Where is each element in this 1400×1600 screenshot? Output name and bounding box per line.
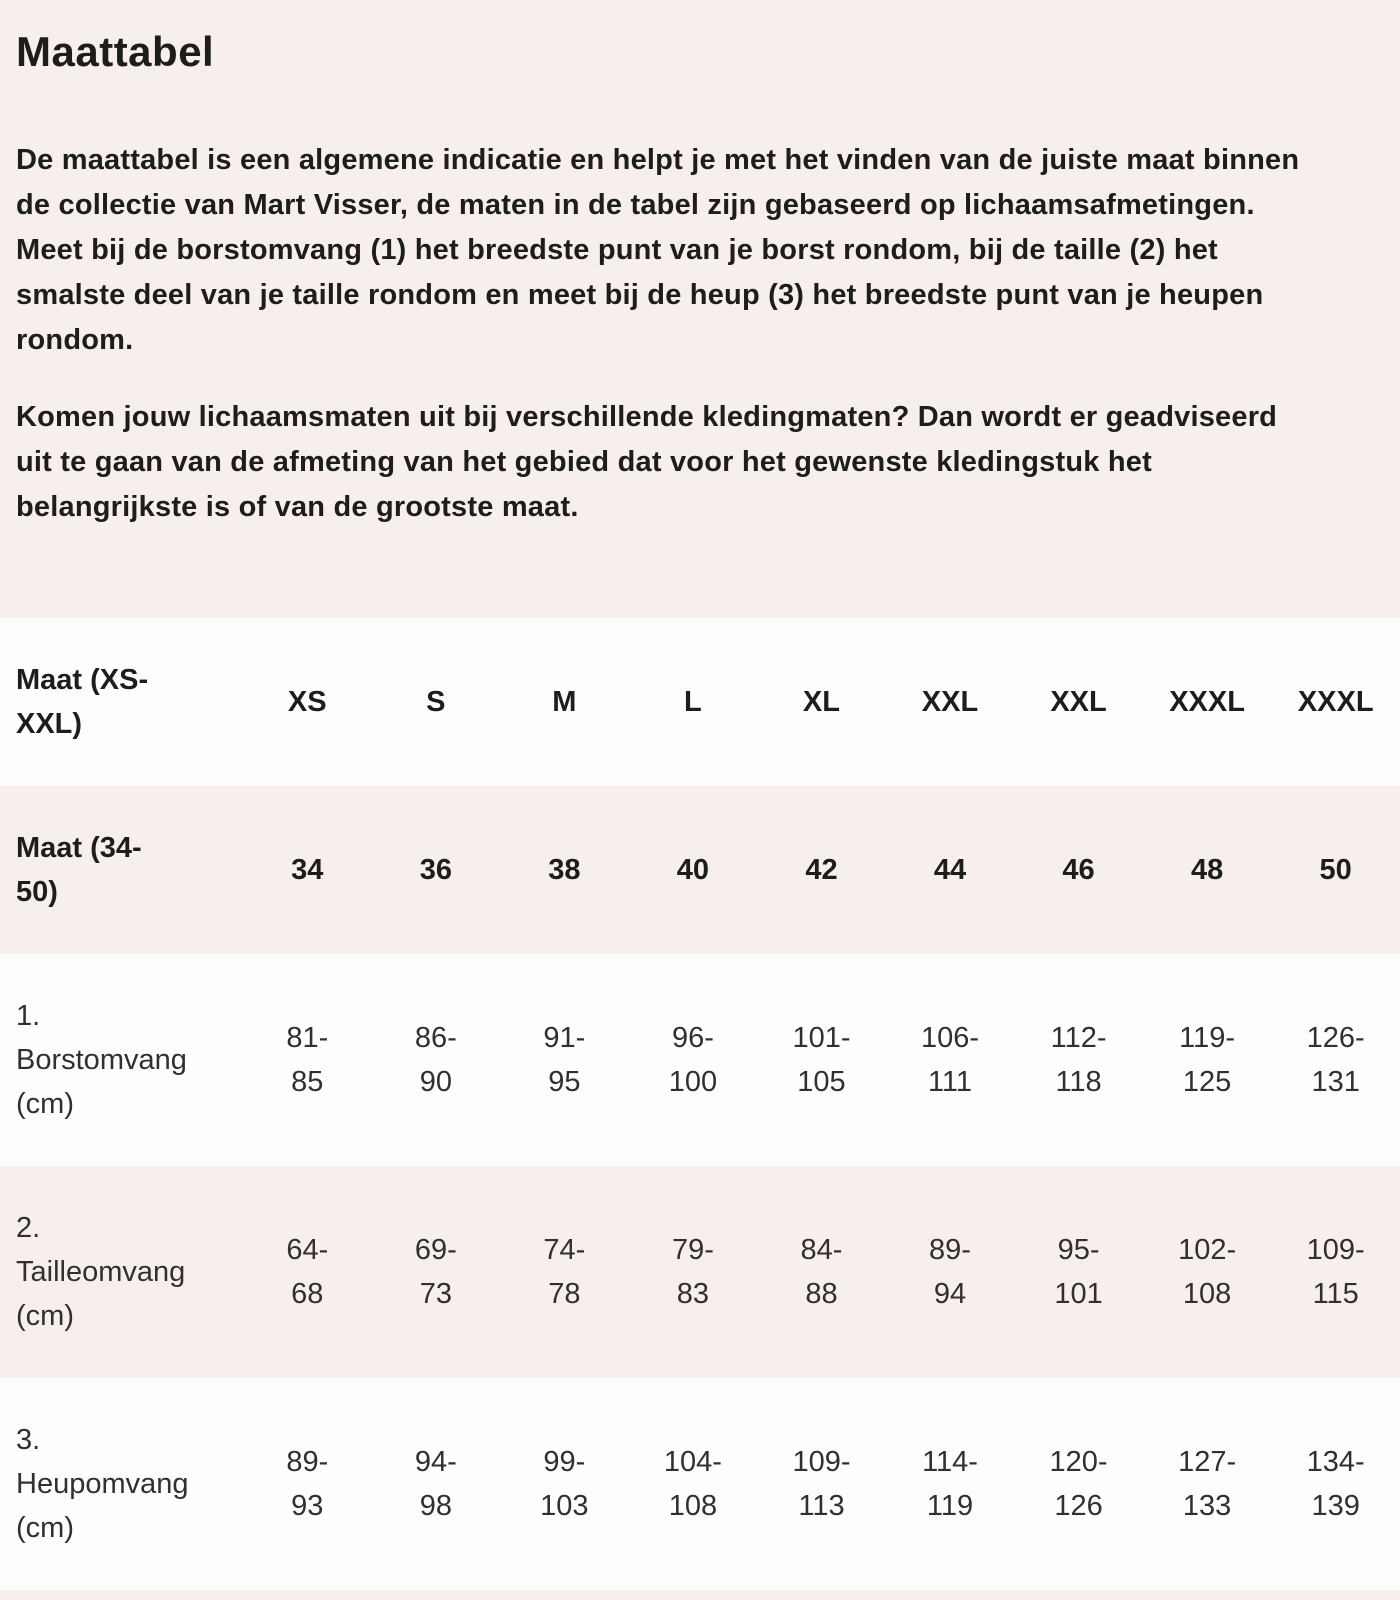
table-row — [0, 954, 1400, 1166]
measurement-cell: 94- 98 — [414, 1446, 457, 1522]
row-label: 3. Heupomvang (cm) — [16, 1424, 189, 1544]
measurement-cell: 109- 115 — [1306, 1234, 1365, 1310]
measurement-cell: 64- 68 — [286, 1234, 329, 1310]
table-row — [0, 1166, 1400, 1378]
measurement-cell: 101- 105 — [792, 1022, 851, 1098]
measurement-cell: 99- 103 — [540, 1446, 589, 1522]
measurement-cell: 89- 94 — [929, 1234, 971, 1310]
row-label: Maat (XS- XXL) — [16, 664, 149, 740]
measurement-cell: 126- 131 — [1306, 1022, 1365, 1098]
measurement-cell: 127- 133 — [1178, 1446, 1237, 1522]
size-header-cell: XXXL — [1297, 686, 1374, 718]
size-table — [0, 618, 1400, 1590]
measurement-cell: 69- 73 — [414, 1234, 457, 1310]
size-header-cell: S — [426, 686, 446, 718]
measurement-cell: 79- 83 — [671, 1234, 714, 1310]
intro-paragraph: De maattabel is een algemene indicatie en helpt je met het vinden van de juiste maat binnen de collectie van Mart Visser, de maten in de tabel zijn gebaseerd op lichaamsafmetingen. Meet bij de borstomvang (1) het breedste punt van je borst rondom, bij de taille (2) het smalste deel van je taille rondom en meet bij de heup (3) het breedste punt van je heupen rondom. — [16, 144, 1300, 356]
table-row — [0, 1378, 1400, 1590]
size-header-cell: 36 — [419, 854, 452, 886]
size-header-cell: 38 — [548, 854, 581, 886]
table-row — [0, 618, 1400, 786]
measurement-cell: 114- 119 — [922, 1446, 978, 1522]
row-label: 1. Borstomvang (cm) — [16, 1000, 187, 1120]
measurement-cell: 106- 111 — [920, 1022, 980, 1098]
size-header-cell: XXL — [1050, 686, 1107, 718]
size-header-cell: 44 — [933, 854, 967, 886]
size-header-cell: XXL — [921, 686, 979, 718]
measurement-cell: 89- 93 — [286, 1446, 329, 1522]
size-header-cell: 46 — [1062, 854, 1095, 886]
size-header-cell: XXXL — [1169, 686, 1245, 718]
measurement-cell: 104- 108 — [663, 1446, 722, 1522]
measurement-cell: 91- 95 — [543, 1022, 586, 1098]
measurement-cell: 81- 85 — [286, 1022, 329, 1098]
measurement-cell: 112- 118 — [1050, 1022, 1107, 1098]
advice-paragraph: Komen jouw lichaamsmaten uit bij verschillende kledingmaten? Dan wordt er geadviseerd uit te gaan van de afmeting van het gebied dat voor het gewenste kledingstuk het belangrijkste is of van de grootste maat. — [16, 401, 1278, 523]
size-header-cell: 48 — [1190, 854, 1224, 886]
size-header-cell: 50 — [1319, 854, 1352, 886]
size-header-cell: M — [552, 686, 577, 718]
size-header-cell: 42 — [805, 854, 838, 886]
row-label: Maat (34- 50) — [16, 832, 142, 908]
measurement-cell: 84- 88 — [800, 1234, 843, 1310]
size-chart-page — [0, 28, 1400, 1590]
size-table-body — [0, 618, 1400, 1590]
measurement-cell: 109- 113 — [792, 1446, 851, 1522]
measurement-cell: 86- 90 — [414, 1022, 457, 1098]
measurement-cell: 95- 101 — [1054, 1234, 1103, 1310]
page-title: Maattabel — [16, 28, 215, 75]
measurement-cell: 74- 78 — [543, 1234, 586, 1310]
size-header-cell: 34 — [291, 854, 324, 886]
size-header-cell: XL — [802, 686, 840, 718]
size-header-cell: 40 — [676, 854, 710, 886]
size-header-cell: L — [684, 686, 702, 718]
measurement-cell: 102- 108 — [1178, 1234, 1237, 1310]
size-header-cell: XS — [287, 686, 327, 718]
measurement-cell: 119- 125 — [1179, 1022, 1236, 1098]
row-label: 2. Tailleomvang (cm) — [16, 1212, 186, 1332]
table-row — [0, 786, 1400, 954]
measurement-cell: 134- 139 — [1306, 1446, 1365, 1522]
measurement-cell: 120- 126 — [1049, 1446, 1108, 1522]
measurement-cell: 96- 100 — [668, 1022, 718, 1098]
